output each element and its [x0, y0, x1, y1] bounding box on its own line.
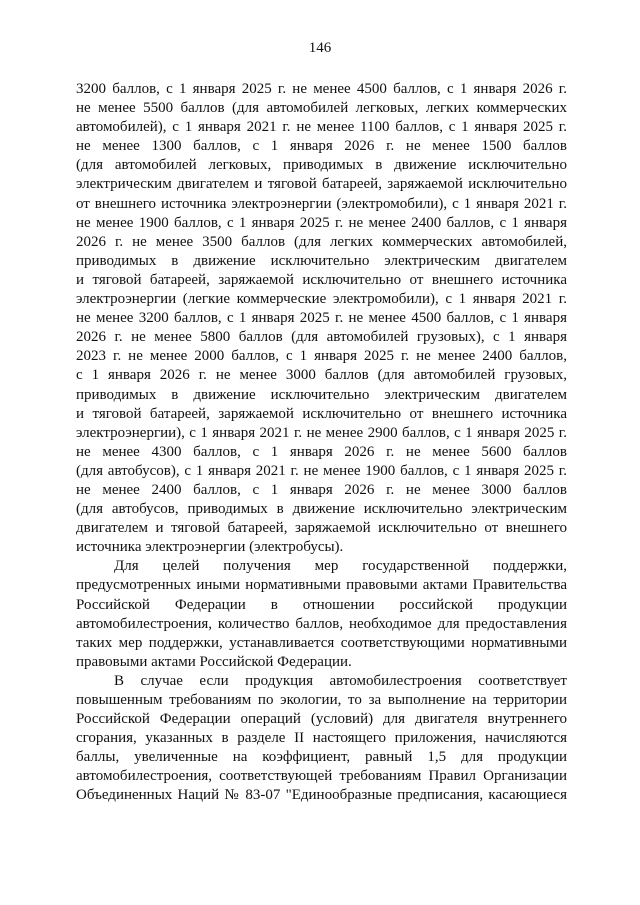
text-line: Для целей получения мер государственной поддержки, [114, 558, 567, 575]
text-line: Объединенных Наций № 83-07 "Единообразные предписания, касающиеся [76, 787, 567, 804]
text-line: 3200 баллов, с 1 января 2025 г. не менее 4500 баллов, с 1 января 2026 г. [76, 81, 567, 97]
text-line: приводимых в движение исключительно электрическим двигателем [76, 252, 567, 269]
text-line: не менее 4300 баллов, с 1 января 2026 г. не менее 5600 баллов [76, 443, 567, 460]
text-line: электроэнергии), с 1 января 2021 г. не менее 2900 баллов, с 1 января 2025 г. [76, 424, 567, 441]
text-line: 2023 г. не менее 2000 баллов, с 1 января 2025 г. не менее 2400 баллов, [76, 348, 567, 365]
text-line: не менее 5500 баллов (для автомобилей легковых, легких коммерческих [76, 100, 567, 117]
text-line: баллы, увеличенные на коэффициент, равный 1,5 для продукции [76, 749, 567, 766]
text-line: и тяговой батареей, заряжаемой исключительно от внешнего источника [76, 271, 567, 288]
text-line: не менее 3200 баллов, с 1 января 2025 г. не менее 4500 баллов, с 1 января [76, 310, 567, 327]
text-line: повышенным требованиям по экологии, то за выполнение на территории [76, 692, 567, 708]
text-line: электрическим двигателем и тяговой батареей, заряжаемой исключительно [76, 176, 567, 193]
text-line: автомобилестроения, соответствующей требованиям Правил Организации [76, 768, 567, 785]
text-line: правовыми актами Российской Федерации. [76, 653, 352, 670]
text-line: не менее 1300 баллов, с 1 января 2026 г. не менее 1500 баллов [76, 138, 567, 155]
text-line: приводимых в движение исключительно электрическим двигателем [76, 386, 567, 403]
page-number: 146 [308, 40, 332, 56]
text-line: предусмотренных иными нормативными правовыми актами Правительства [76, 577, 567, 594]
text-line: от внешнего источника электроэнергии (электромобили), с 1 января 2021 г. [76, 195, 567, 212]
document-body [76, 80, 567, 806]
text-line: Российской Федерации операций (условий) для двигателя внутреннего [76, 711, 567, 728]
text-line: не менее 1900 баллов, с 1 января 2025 г. не менее 2400 баллов, с 1 января [76, 214, 567, 231]
text-line: двигателем и тяговой батареей, заряжаемой исключительно от внешнего [76, 520, 567, 537]
paragraph [76, 80, 567, 557]
text-line: и тяговой батареей, заряжаемой исключительно от внешнего источника [76, 405, 567, 422]
text-line: (для автобусов, приводимых в движение исключительно электрическим [76, 501, 567, 518]
paragraph [76, 672, 567, 806]
text-line: (для автобусов), с 1 января 2021 г. не менее 1900 баллов, с 1 января 2025 г. [76, 462, 567, 479]
text-line: 2026 г. не менее 3500 баллов (для легких коммерческих автомобилей, [76, 233, 567, 250]
text-line: сгорания, указанных в разделе II настоящего приложения, начисляются [76, 730, 567, 747]
text-line: электроэнергии (легкие коммерческие электромобили), с 1 января 2021 г. [76, 291, 567, 308]
text-line: не менее 2400 баллов, с 1 января 2026 г. не менее 3000 баллов [76, 481, 567, 498]
text-line: В случае если продукция автомобилестроения соответствует [114, 672, 567, 689]
text-line: Российской Федерации в отношении российской продукции [76, 596, 567, 613]
text-line: источника электроэнергии (электробусы). [76, 539, 344, 556]
text-line: с 1 января 2026 г. не менее 3000 баллов (для автомобилей грузовых, [76, 367, 567, 384]
text-line: таких мер поддержки, устанавливается соответствующими нормативными [76, 634, 567, 651]
paragraph [76, 557, 567, 672]
text-line: 2026 г. не менее 5800 баллов (для автомобилей грузовых), с 1 января [76, 329, 567, 346]
text-line: (для автомобилей легковых, приводимых в движение исключительно [76, 157, 567, 174]
text-line: автомобилестроения, количество баллов, необходимое для предоставления [76, 615, 567, 632]
text-line: автомобилей), с 1 января 2021 г. не менее 1100 баллов, с 1 января 2025 г. [76, 119, 567, 136]
